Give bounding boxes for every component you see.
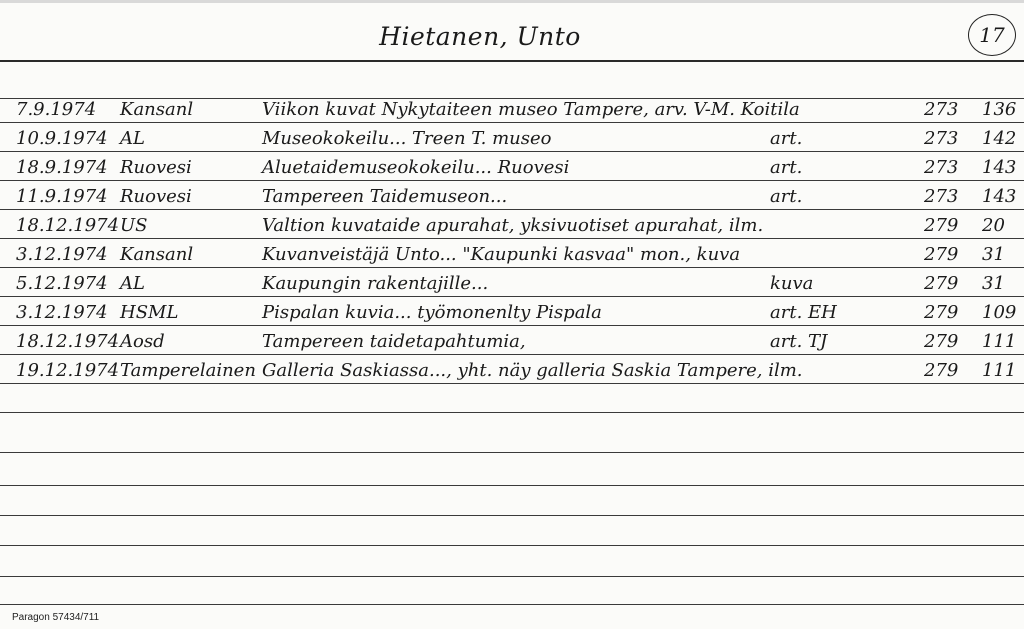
entry-source: Kansanl	[120, 99, 194, 120]
entry-page: 142	[982, 128, 1017, 149]
entry-date: 19.12.1974	[16, 360, 120, 381]
ruled-line	[0, 412, 1024, 413]
entry-page: 31	[982, 273, 1005, 294]
entry-date: 18.9.1974	[16, 157, 108, 178]
entry-date: 3.12.1974	[16, 244, 108, 265]
card-number: 17	[979, 23, 1005, 47]
entry-volume: 273	[924, 99, 959, 120]
entry-type: kuva	[770, 273, 814, 294]
entry-date: 3.12.1974	[16, 302, 108, 323]
entry-date: 11.9.1974	[16, 186, 108, 207]
ruled-line	[0, 576, 1024, 577]
entry-page: 143	[982, 157, 1017, 178]
entry-page: 111	[982, 360, 1017, 381]
entry-volume: 279	[924, 331, 959, 352]
entry-page: 20	[982, 215, 1005, 236]
ruled-line	[0, 545, 1024, 546]
entry-source: HSML	[120, 302, 179, 323]
ruled-line	[0, 604, 1024, 605]
entry-text: Tampereen Taidemuseon...	[262, 186, 508, 207]
entry-volume: 279	[924, 302, 959, 323]
entry-volume: 279	[924, 215, 959, 236]
entry-type: art. EH	[770, 302, 837, 323]
ruled-line	[0, 485, 1024, 486]
entry-page: 136	[982, 99, 1017, 120]
scan-edge	[0, 0, 1024, 3]
card-footer-print: Paragon 57434/711	[12, 612, 100, 623]
entry-row	[0, 326, 1024, 354]
header-rule	[0, 60, 1024, 62]
entry-text: Museokokeilu... Treen T. museo	[262, 128, 552, 149]
entry-text: Pispalan kuvia... työmonenlty Pispala	[262, 302, 602, 323]
entry-page: 109	[982, 302, 1017, 323]
entry-date: 18.12.1974	[16, 215, 120, 236]
entry-page: 111	[982, 331, 1017, 352]
entry-row	[0, 239, 1024, 267]
card-number-circle	[968, 14, 1016, 56]
entry-date: 10.9.1974	[16, 128, 108, 149]
entry-source: Ruovesi	[120, 186, 192, 207]
ruled-line	[0, 452, 1024, 453]
entry-text: Kuvanveistäjä Unto... "Kaupunki kasvaa" mon., kuva	[262, 244, 741, 265]
entry-volume: 279	[924, 273, 959, 294]
entry-text: Valtion kuvataide apurahat, yksivuotiset apurahat, ilm.	[262, 215, 764, 236]
entry-type: art.	[770, 128, 803, 149]
entry-row	[0, 123, 1024, 151]
entry-source: Aosd	[120, 331, 165, 352]
entry-type: art.	[770, 157, 803, 178]
entry-source: Ruovesi	[120, 157, 192, 178]
entry-source: Tamperelainen	[120, 360, 256, 381]
entry-type: art.	[770, 186, 803, 207]
entry-source: Kansanl	[120, 244, 194, 265]
entry-text: Viikon kuvat Nykytaiteen museo Tampere, arv. V-M. Koitila	[262, 99, 800, 120]
entry-row	[0, 181, 1024, 209]
ruled-line	[0, 383, 1024, 384]
entry-text: Kaupungin rakentajille...	[262, 273, 489, 294]
card-title: Hietanen, Unto	[379, 22, 581, 51]
entry-row	[0, 268, 1024, 296]
entry-text: Tampereen taidetapahtumia,	[262, 331, 526, 352]
entry-text: Galleria Saskiassa..., yht. näy galleria Saskia Tampere, ilm.	[262, 360, 803, 381]
entry-date: 5.12.1974	[16, 273, 108, 294]
entry-text: Aluetaidemuseokokeilu... Ruovesi	[262, 157, 570, 178]
entry-source: AL	[120, 273, 145, 294]
entry-date: 7.9.1974	[16, 99, 97, 120]
entry-source: US	[120, 215, 148, 236]
entry-page: 143	[982, 186, 1017, 207]
entry-row	[0, 297, 1024, 325]
entry-page: 31	[982, 244, 1005, 265]
entry-row	[0, 152, 1024, 180]
entry-volume: 273	[924, 186, 959, 207]
entry-row	[0, 94, 1024, 122]
entry-volume: 279	[924, 244, 959, 265]
entry-date: 18.12.1974	[16, 331, 120, 352]
entry-source: AL	[120, 128, 145, 149]
entry-type: art. TJ	[770, 331, 828, 352]
entry-volume: 279	[924, 360, 959, 381]
entry-volume: 273	[924, 157, 959, 178]
ruled-line	[0, 515, 1024, 516]
entry-row	[0, 210, 1024, 238]
entry-row	[0, 355, 1024, 383]
entry-volume: 273	[924, 128, 959, 149]
